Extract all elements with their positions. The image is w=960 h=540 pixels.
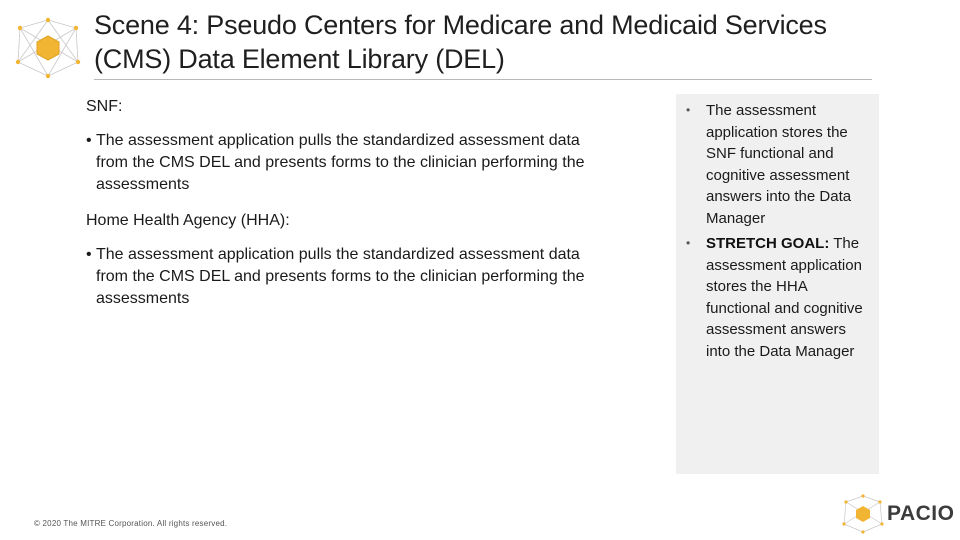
sidebar-item-text: The assessment application stores the SNF functional and cognitive assessment answers into the Data Manager: [706, 102, 852, 227]
title-divider: [94, 79, 872, 80]
snf-bullet: [86, 130, 646, 196]
sidebar-item-text: [706, 233, 869, 362]
slide-title: [94, 8, 874, 76]
bullet-dot-icon: •: [86, 246, 92, 263]
sidebar-item-stretch-goal: [686, 233, 869, 362]
copyright-footer: © 2020 The MITRE Corporation. All rights reserved.: [34, 519, 228, 528]
hha-heading: Home Health Agency (HHA):: [86, 212, 290, 229]
hha-bullet-text: The assessment application pulls the standardized assessment data from the CMS DEL and presents forms to the clinician performing the assessments: [96, 246, 585, 307]
left-content: [86, 96, 646, 324]
brand-name: PACIO: [887, 502, 955, 525]
stretch-goal-text: The assessment application stores the HHA functional and cognitive assessment answers into the Data Manager: [706, 235, 863, 360]
stretch-goal-label: STRETCH GOAL:: [706, 235, 830, 252]
slide-title-line-1: Scene 4: Pseudo Centers for Medicare and Medicaid Services: [94, 10, 827, 40]
hha-bullet: [86, 244, 646, 310]
bullet-dot-icon: •: [686, 103, 691, 117]
pacio-logo-icon: [842, 494, 884, 534]
bullet-dot-icon: •: [86, 132, 92, 149]
slide-title-line-2: (CMS) Data Element Library (DEL): [94, 44, 505, 74]
sidebar-panel: [676, 94, 879, 474]
bullet-dot-icon: •: [686, 236, 691, 250]
snf-bullet-text: The assessment application pulls the standardized assessment data from the CMS DEL and presents forms to the clinician performing the assessments: [96, 132, 585, 193]
sidebar-item: [686, 100, 869, 229]
network-hexagon-logo-icon: [14, 16, 82, 80]
snf-heading: SNF:: [86, 98, 123, 115]
